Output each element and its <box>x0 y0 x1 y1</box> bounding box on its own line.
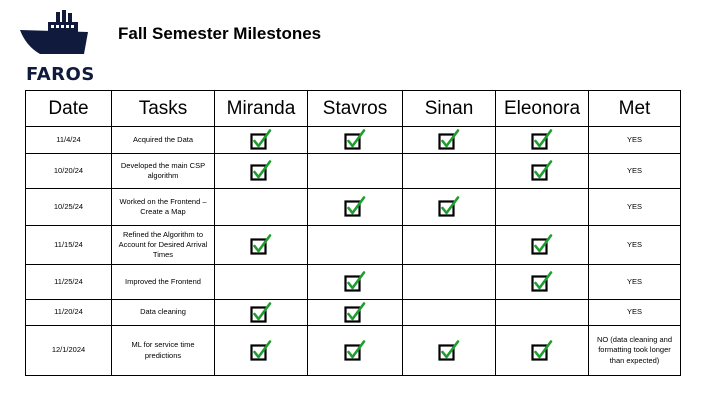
faros-logo <box>18 10 95 85</box>
check-cell-eleonora <box>496 265 589 300</box>
table-row <box>26 226 681 265</box>
column-header-met: Met <box>589 91 681 127</box>
check-cell-miranda <box>215 300 308 326</box>
check-cell-stavros <box>308 265 403 300</box>
check-cell-stavros <box>308 154 403 189</box>
checkmark-box-icon <box>531 340 553 362</box>
ship-icon <box>18 10 92 62</box>
logo-text: FAROS <box>26 64 95 85</box>
check-cell-eleonora <box>496 300 589 326</box>
header-row <box>26 91 681 127</box>
met-cell: YES <box>589 226 681 265</box>
task-cell: Data cleaning <box>112 300 215 326</box>
task-cell: Acquired the Data <box>112 127 215 154</box>
column-header-date: Date <box>26 91 112 127</box>
task-cell: Developed the main CSP algorithm <box>112 154 215 189</box>
checkmark-box-icon <box>250 302 272 324</box>
date-cell: 11/4/24 <box>26 127 112 154</box>
table-row <box>26 189 681 226</box>
check-cell-stavros <box>308 326 403 376</box>
task-cell: Refined the Algorithm to Account for Desired Arrival Times <box>112 226 215 265</box>
table-row <box>26 300 681 326</box>
check-cell-sinan <box>403 300 496 326</box>
check-cell-sinan <box>403 127 496 154</box>
checkmark-box-icon <box>531 160 553 182</box>
column-header-tasks: Tasks <box>112 91 215 127</box>
met-cell: YES <box>589 127 681 154</box>
table-row <box>26 127 681 154</box>
check-cell-miranda <box>215 265 308 300</box>
checkmark-box-icon <box>250 340 272 362</box>
checkmark-box-icon <box>344 340 366 362</box>
date-cell: 10/20/24 <box>26 154 112 189</box>
task-cell: Improved the Frontend <box>112 265 215 300</box>
check-cell-miranda <box>215 154 308 189</box>
check-cell-sinan <box>403 189 496 226</box>
met-cell: YES <box>589 154 681 189</box>
column-header-eleonora: Eleonora <box>496 91 589 127</box>
checkmark-box-icon <box>344 196 366 218</box>
check-cell-eleonora <box>496 154 589 189</box>
checkmark-box-icon <box>531 129 553 151</box>
table-row <box>26 265 681 300</box>
task-cell: ML for service time predictions <box>112 326 215 376</box>
column-header-miranda: Miranda <box>215 91 308 127</box>
checkmark-box-icon <box>438 340 460 362</box>
date-cell: 11/15/24 <box>26 226 112 265</box>
check-cell-stavros <box>308 300 403 326</box>
check-cell-sinan <box>403 154 496 189</box>
met-cell: YES <box>589 265 681 300</box>
check-cell-miranda <box>215 326 308 376</box>
checkmark-box-icon <box>250 129 272 151</box>
checkmark-box-icon <box>344 271 366 293</box>
check-cell-stavros <box>308 189 403 226</box>
date-cell: 12/1/2024 <box>26 326 112 376</box>
checkmark-box-icon <box>250 234 272 256</box>
check-cell-eleonora <box>496 226 589 265</box>
date-cell: 11/20/24 <box>26 300 112 326</box>
check-cell-miranda <box>215 226 308 265</box>
column-header-stavros: Stavros <box>308 91 403 127</box>
check-cell-sinan <box>403 326 496 376</box>
check-cell-stavros <box>308 226 403 265</box>
met-cell: YES <box>589 300 681 326</box>
table-row <box>26 326 681 376</box>
milestones-table <box>25 90 681 376</box>
checkmark-box-icon <box>438 196 460 218</box>
check-cell-miranda <box>215 127 308 154</box>
table-row <box>26 154 681 189</box>
check-cell-stavros <box>308 127 403 154</box>
checkmark-box-icon <box>531 234 553 256</box>
task-cell: Worked on the Frontend – Create a Map <box>112 189 215 226</box>
met-cell: YES <box>589 189 681 226</box>
date-cell: 10/25/24 <box>26 189 112 226</box>
column-header-sinan: Sinan <box>403 91 496 127</box>
checkmark-box-icon <box>250 160 272 182</box>
check-cell-eleonora <box>496 127 589 154</box>
check-cell-eleonora <box>496 189 589 226</box>
check-cell-miranda <box>215 189 308 226</box>
page-title: Fall Semester Milestones <box>118 24 322 43</box>
checkmark-box-icon <box>438 129 460 151</box>
check-cell-eleonora <box>496 326 589 376</box>
check-cell-sinan <box>403 226 496 265</box>
check-cell-sinan <box>403 265 496 300</box>
met-cell: NO (data cleaning and formatting took longer than expected) <box>589 326 681 376</box>
checkmark-box-icon <box>531 271 553 293</box>
checkmark-box-icon <box>344 129 366 151</box>
date-cell: 11/25/24 <box>26 265 112 300</box>
checkmark-box-icon <box>344 302 366 324</box>
